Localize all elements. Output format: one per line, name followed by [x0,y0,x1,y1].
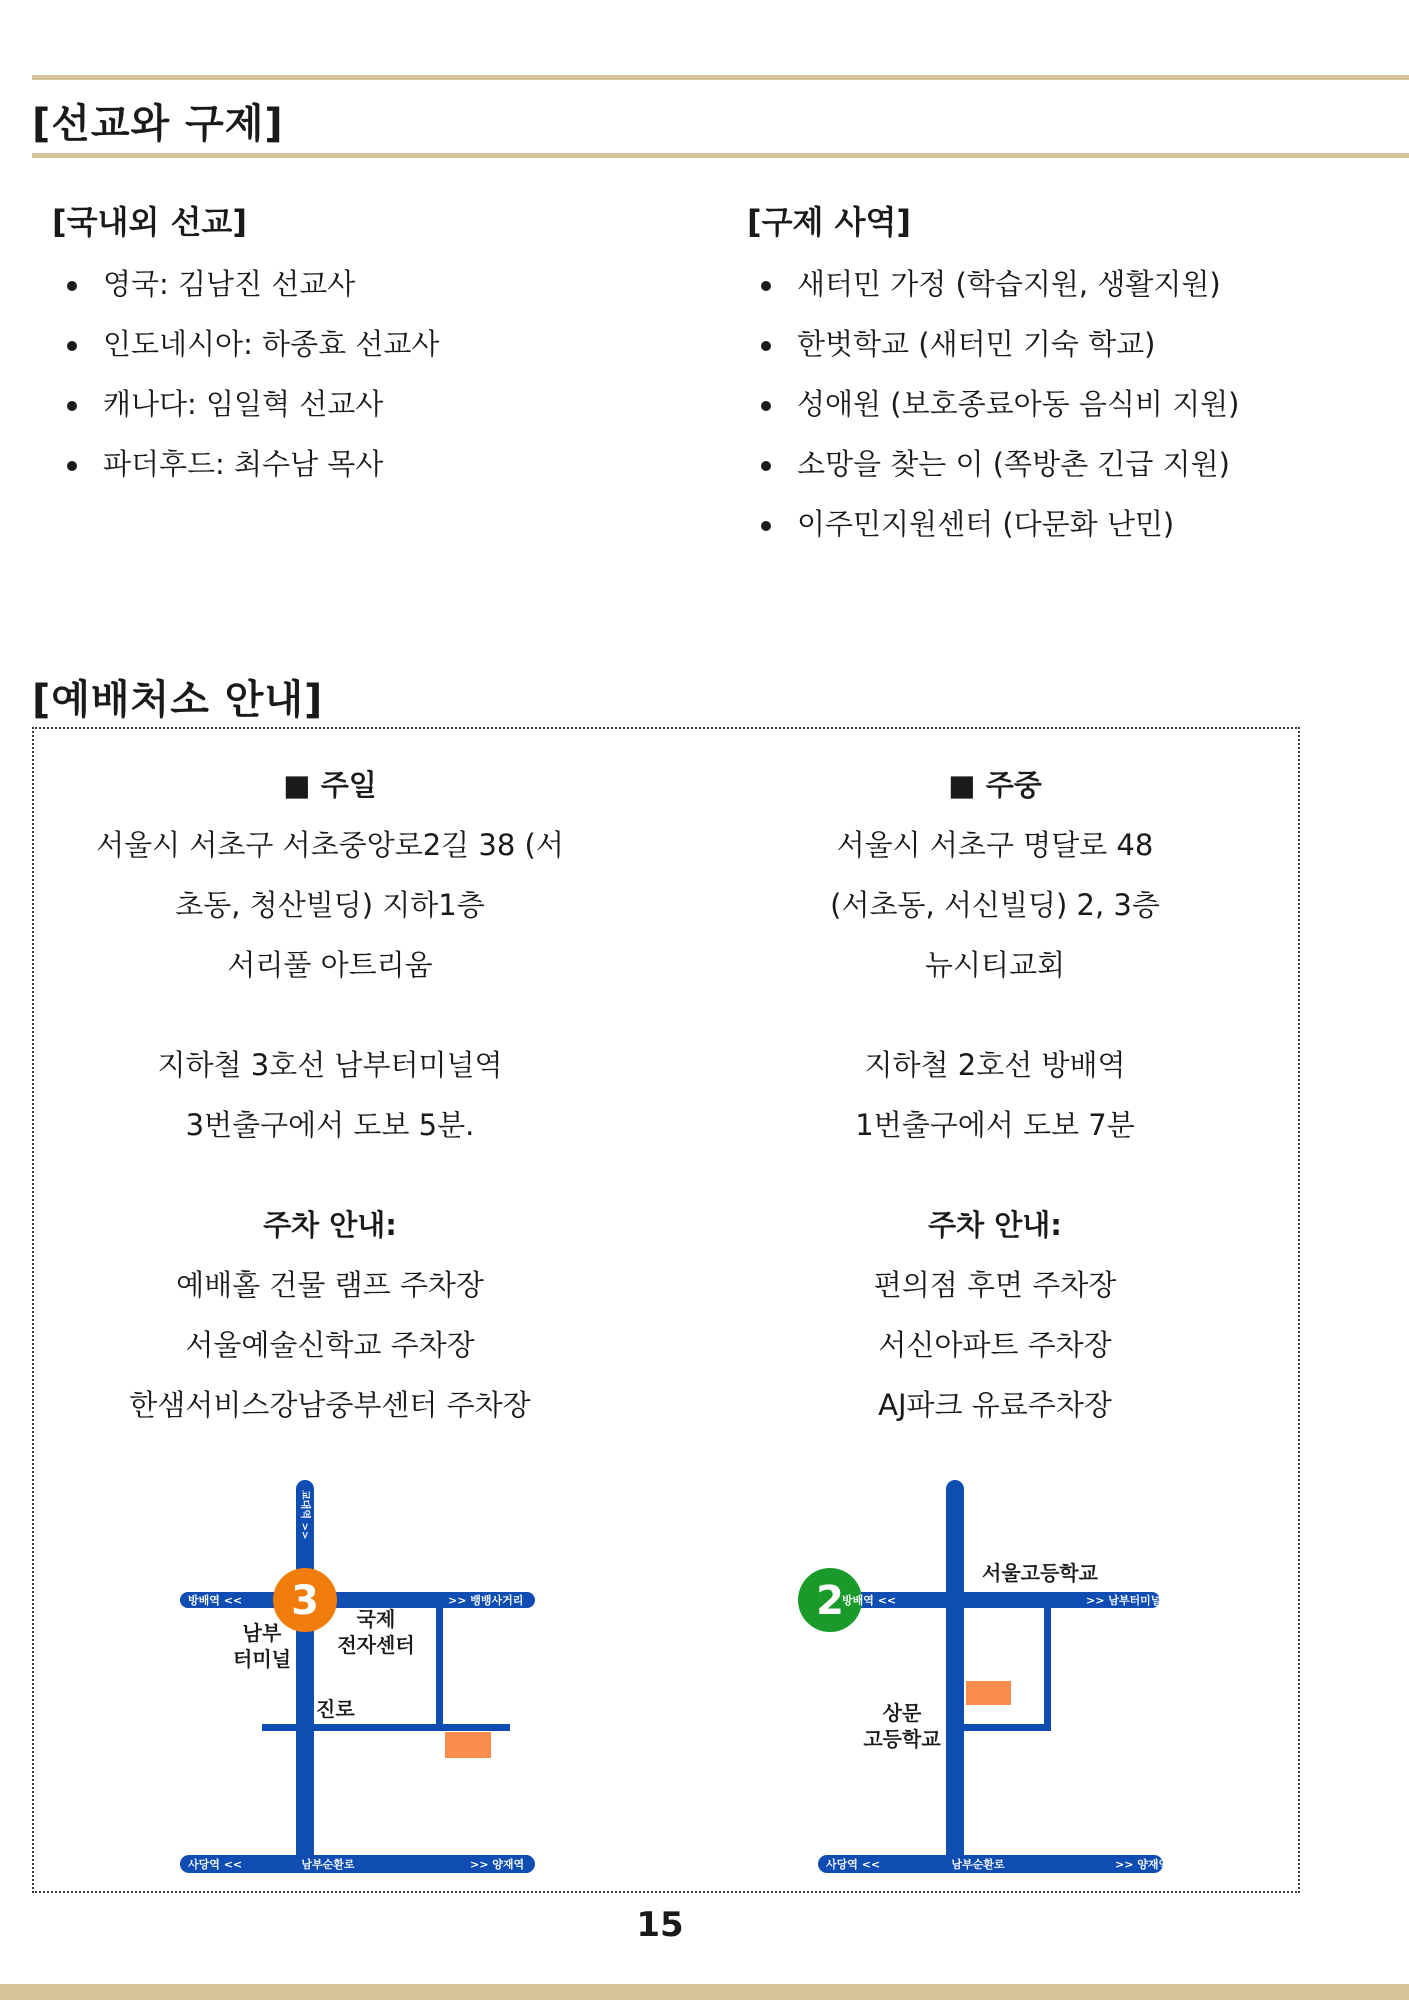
list-item: 한벗학교 (새터민 기숙 학교) [742,323,1239,383]
sunday-address: 서리풀 아트리움 [227,948,433,982]
list-item: 이주민지원센터 (다문화 난민) [742,503,1239,563]
missions-list [48,263,439,503]
map-weekday [790,1480,1190,1880]
landmark-label: 전자센터 [337,1633,415,1657]
bottom-road-right: >> 양재역 [1115,1858,1170,1871]
station-label: 터미널 [233,1647,291,1671]
sunday-subway: 지하철 3호선 남부터미널역 [157,1048,503,1082]
small-road-vertical [1044,1600,1051,1730]
sunday-subway: 3번출구에서 도보 5분. [185,1108,475,1142]
list-item: 파더후드: 최수남 목사 [48,443,439,503]
map-sunday [180,1480,550,1880]
vertical-road-label: 교대역 >> [299,1490,310,1540]
list-item: 영국: 김남진 선교사 [48,263,439,323]
sunday-parking-heading: 주차 안내: [263,1208,397,1242]
bottom-road-left: 사당역 << [826,1858,881,1871]
top-road-right: >> 남부터미널역 [1086,1594,1173,1607]
sunday-parking: 한샘서비스강남중부센터 주차장 [129,1388,531,1422]
list-item: 새터민 가정 (학습지원, 생활지원) [742,263,1239,323]
weekday-parking: AJ파크 유료주차장 [878,1388,1112,1422]
weekday-parking-heading: 주차 안내: [928,1208,1062,1242]
section-title: [선교와 구제] [32,101,284,147]
station-number: 3 [291,1578,319,1624]
building-marker [445,1732,491,1758]
weekday-heading: ■ 주중 [948,768,1042,802]
footer-bar [0,1984,1409,2000]
weekday-subway: 1번출구에서 도보 7분 [855,1108,1135,1142]
title-underline [32,153,1409,158]
station-number: 2 [816,1578,844,1624]
weekday-address: 뉴시티교회 [924,948,1066,982]
relief-heading: [구제 사역] [747,203,912,241]
sunday-address: 서울시 서초구 서초중앙로2길 38 (서 [96,828,564,862]
list-item: 소망을 찾는 이 (쪽방촌 긴급 지원) [742,443,1239,503]
weekday-address: (서초동, 서신빌딩) 2, 3층 [830,888,1160,922]
side-road [262,1724,510,1731]
list-item: 캐나다: 임일혁 선교사 [48,383,439,443]
sunday-info [60,755,600,1435]
landmark-label: 서울고등학교 [982,1561,1098,1585]
small-road-horizontal [960,1724,1051,1731]
top-road-right: >> 뱅뱅사거리 [448,1594,524,1607]
sunday-heading: ■ 주일 [283,768,377,802]
top-road-left: 방배역 << [188,1594,243,1607]
weekday-info [740,755,1250,1435]
top-rule [32,75,1409,80]
small-road [436,1600,443,1728]
relief-list [742,263,1239,563]
landmark-label: 고등학교 [863,1727,941,1751]
sunday-address: 초동, 청산빌딩) 지하1층 [175,888,485,922]
top-road-left: 방배역 << [842,1594,897,1607]
side-road-label: 진로 [316,1697,355,1721]
bottom-road-center: 남부순환로 [951,1858,1005,1871]
weekday-subway: 지하철 2호선 방배역 [864,1048,1126,1082]
station-label: 남부 [242,1621,282,1645]
bottom-road-left: 사당역 << [188,1858,243,1871]
sunday-parking: 예배홀 건물 램프 주차장 [176,1268,484,1302]
weekday-parking: 서신아파트 주차장 [878,1328,1112,1362]
weekday-address: 서울시 서초구 명달로 48 [836,828,1154,862]
list-item: 성애원 (보호종료아동 음식비 지원) [742,383,1239,443]
worship-title: [예배처소 안내] [32,677,324,723]
missions-heading: [국내외 선교] [52,203,247,241]
bottom-road-right: >> 양재역 [470,1858,525,1871]
building-marker [966,1681,1011,1705]
landmark-label: 국제 [356,1607,396,1631]
sunday-parking: 서울예술신학교 주차장 [185,1328,475,1362]
vertical-road [946,1480,964,1870]
bottom-road-center: 남부순환로 [301,1858,355,1871]
list-item: 인도네시아: 하종효 선교사 [48,323,439,383]
page-number: 15 [636,1905,684,1945]
landmark-label: 상문 [882,1701,922,1725]
weekday-parking: 편의점 후면 주차장 [873,1268,1117,1302]
